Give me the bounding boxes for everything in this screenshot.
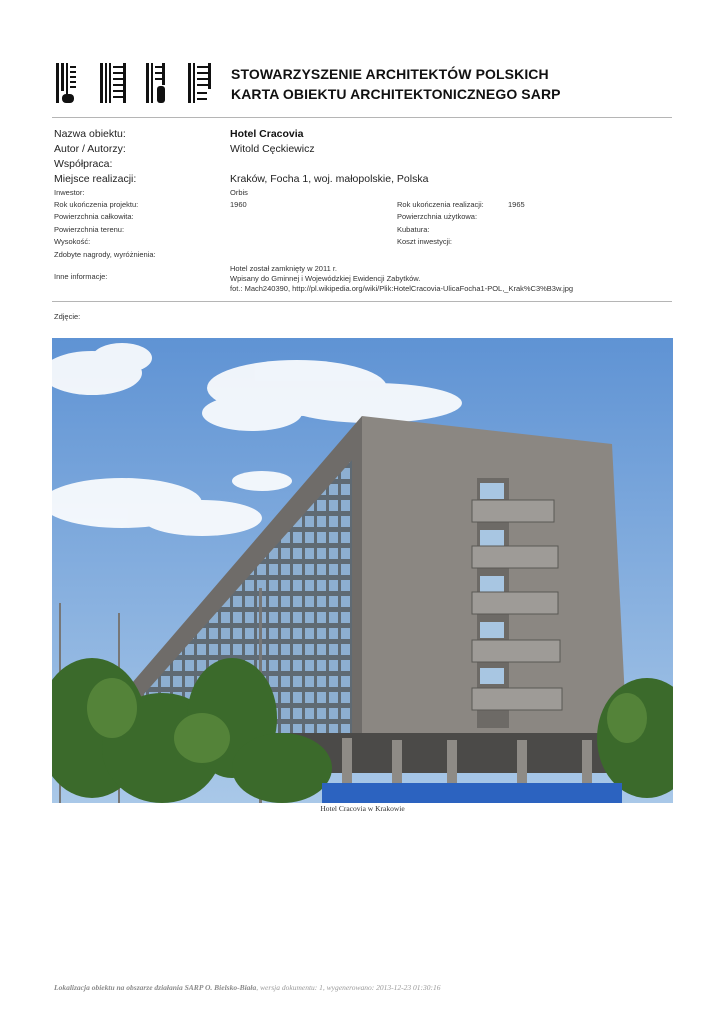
other-info-line: Hotel został zamknięty w 2011 r. bbox=[230, 264, 337, 273]
realization-year-value: 1965 bbox=[508, 200, 525, 209]
footer-version: , wersja dokumentu: 1, wygenerowano: 2013-12-23 01:30:16 bbox=[256, 983, 441, 992]
name-label: Nazwa obiektu: bbox=[54, 128, 126, 140]
document-footer bbox=[54, 983, 441, 992]
author-label: Autor / Autorzy: bbox=[54, 143, 126, 155]
realization-year-label: Rok ukończenia realizacji: bbox=[397, 200, 484, 209]
building-photo bbox=[52, 338, 673, 803]
height-label: Wysokość: bbox=[54, 237, 91, 246]
other-info-line: fot.: Mach240390, http://pl.wikipedia.org/wiki/Plik:HotelCracovia-UlicaFocha1-POL,_Krak%C3%B3w.jpg bbox=[230, 284, 574, 293]
other-info-label: Inne informacje: bbox=[54, 272, 108, 281]
header-divider bbox=[52, 117, 672, 118]
cooperation-label: Współpraca: bbox=[54, 158, 113, 170]
fields-divider bbox=[52, 301, 672, 302]
location-value: Kraków, Focha 1, woj. małopolskie, Polska bbox=[230, 173, 429, 185]
author-value: Witold Cęckiewicz bbox=[230, 143, 315, 155]
volume-label: Kubatura: bbox=[397, 225, 430, 234]
investor-label: Inwestor: bbox=[54, 188, 85, 197]
awards-label: Zdobyte nagrody, wyróżnienia: bbox=[54, 250, 156, 259]
title-line-2: KARTA OBIEKTU ARCHITEKTONICZNEGO SARP bbox=[231, 86, 561, 102]
name-value: Hotel Cracovia bbox=[230, 128, 304, 140]
investor-value: Orbis bbox=[230, 188, 248, 197]
cost-label: Koszt inwestycji: bbox=[397, 237, 453, 246]
photo-caption: Hotel Cracovia w Krakowie bbox=[320, 804, 405, 813]
title-line-1: STOWARZYSZENIE ARCHITEKTÓW POLSKICH bbox=[231, 66, 549, 82]
photo-label: Zdjęcie: bbox=[54, 312, 81, 321]
total-area-label: Powierzchnia całkowita: bbox=[54, 212, 134, 221]
other-info-line: Wpisany do Gminnej i Wojewódzkiej Ewidencji Zabytków. bbox=[230, 274, 421, 283]
project-year-value: 1960 bbox=[230, 200, 247, 209]
other-info-text bbox=[230, 264, 573, 294]
footer-location: Lokalizacja obiektu na obszarze działania SARP O. Bielsko-Biała bbox=[54, 983, 257, 992]
usable-area-label: Powierzchnia użytkowa: bbox=[397, 212, 478, 221]
sarp-logo bbox=[56, 62, 216, 104]
location-label: Miejsce realizacji: bbox=[54, 173, 137, 185]
land-area-label: Powierzchnia terenu: bbox=[54, 225, 125, 234]
project-year-label: Rok ukończenia projektu: bbox=[54, 200, 139, 209]
document-title bbox=[231, 64, 671, 104]
